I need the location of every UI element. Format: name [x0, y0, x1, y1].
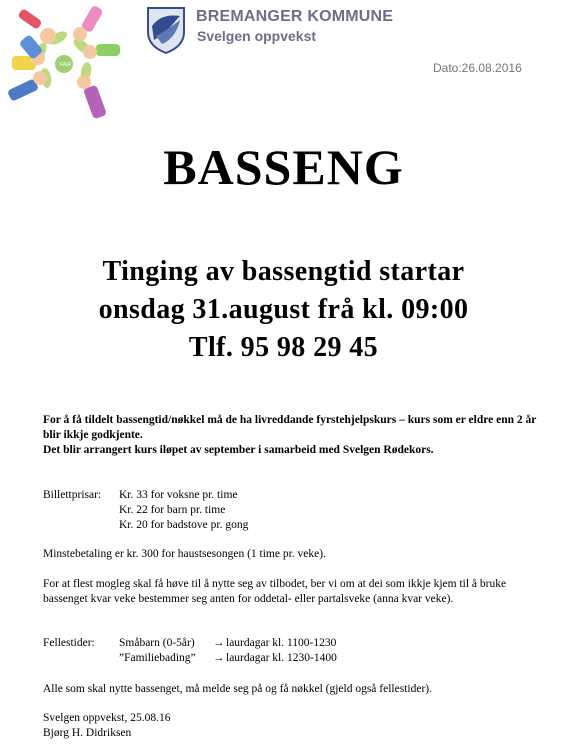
common-time-name: Småbarn (0-5år) — [119, 637, 195, 649]
common-times-label: Fellestider: — [43, 637, 95, 649]
price-item: Kr. 20 for badstove pr. gong — [119, 519, 249, 531]
prices-label: Billettprisar: — [43, 489, 102, 501]
notice-course-requirement: For å få tildelt bassengtid/nøkkel må de ha livreddande fyrstehjelpskurs – kurs som er eldre enn 2 år blir ikkje godkjente. — [43, 414, 537, 441]
municipality-name: BREMANGER KOMMUNE — [196, 8, 394, 25]
school-logo-illustration — [0, 0, 132, 128]
common-time-slot: laurdagar kl. 1100-1230 — [226, 637, 337, 649]
signature-name: Bjørg H. Didriksen — [43, 727, 132, 739]
minimum-payment: Minstebetaling er kr. 300 for haustsesongen (1 time pr. veke). — [43, 548, 326, 560]
headline-phone: Tlf. 95 98 29 45 — [188, 332, 379, 363]
common-time-slot: laurdagar kl. 1230-1400 — [226, 652, 337, 664]
headline-line-2: onsdag 31.august frå kl. 09:00 — [98, 294, 469, 325]
municipality-crest-icon — [146, 6, 186, 54]
headline-line-1: Tinging av bassengtid startar — [102, 256, 465, 287]
page-title: BASSENG — [163, 139, 404, 195]
signature-place-date: Svelgen oppvekst, 25.08.16 — [43, 712, 171, 724]
week-info: For at flest mogleg skal få høve til å nytte seg av tilbodet, ber vi om at dei som ikkje kjem til å bruke bassenget kvar veke bestemmer seg anten for oddetal- eller partalsveke (anna kvar veke). — [43, 578, 507, 605]
common-time-name: ”Familiebading” — [119, 652, 196, 664]
svg-text:FAIR: FAIR — [60, 62, 72, 68]
department-name: Svelgen oppvekst — [197, 28, 317, 44]
registration-note: Alle som skal nytte bassenget, må melde seg på og få nøkkel (gjeld også fellestider). — [43, 683, 432, 695]
notice-course-arranged: Det blir arrangert kurs iløpet av september i samarbeid med Svelgen Rødekors. — [43, 444, 434, 456]
document-date: Dato:26.08.2016 — [433, 61, 522, 75]
price-item: Kr. 33 for voksne pr. time — [119, 489, 238, 501]
price-item: Kr. 22 for barn pr. time — [119, 504, 226, 516]
arrow-right-icon: → — [213, 637, 225, 649]
arrow-right-icon: → — [213, 652, 225, 664]
